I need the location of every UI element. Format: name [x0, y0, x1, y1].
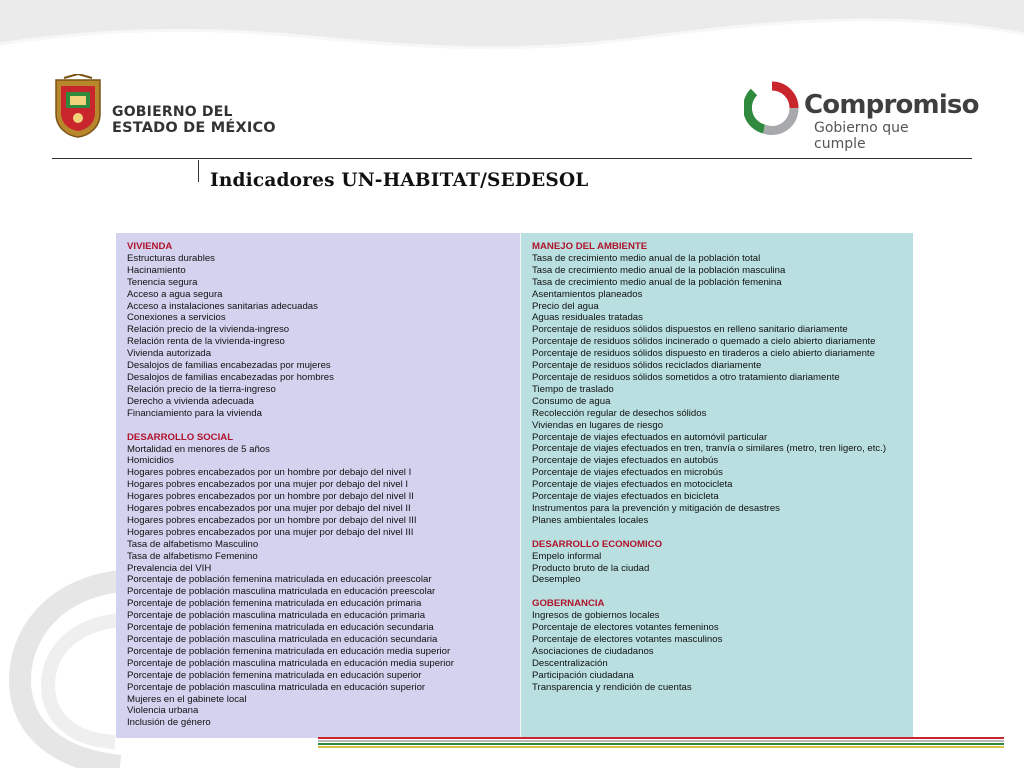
indicator-item: Tenencia segura: [127, 276, 198, 288]
government-name-line2: ESTADO DE MÉXICO: [112, 120, 276, 136]
indicator-item: Porcentaje de población femenina matriculada en educación superior: [127, 669, 422, 681]
indicator-item: Tasa de alfabetismo Masculino: [127, 538, 259, 550]
section-spacer: [127, 420, 520, 432]
compromiso-swirl-icon: [744, 80, 800, 136]
section-heading-manejo-del-ambiente: MANEJO DEL AMBIENTE: [532, 241, 648, 252]
indicator-item: Porcentaje de viajes efectuados en motocicleta: [532, 479, 733, 491]
indicator-item: Participación ciudadana: [532, 669, 634, 681]
right-indicators-panel: [520, 233, 913, 738]
section-spacer: [532, 527, 913, 539]
indicator-item: Viviendas en lugares de riesgo: [532, 419, 664, 431]
state-seal-icon: [50, 74, 106, 138]
indicator-item: Porcentaje de viajes efectuados en bicicleta: [532, 491, 719, 503]
section-heading-vivienda: VIVIENDA: [127, 241, 173, 252]
indicator-item: Hacinamiento: [127, 264, 186, 276]
indicator-item: Tasa de crecimiento medio anual de la población masculina: [532, 264, 786, 276]
indicator-item: Relación precio de la tierra-ingreso: [127, 383, 276, 395]
indicator-item: Acceso a instalaciones sanitarias adecuadas: [127, 300, 318, 312]
indicator-item: Precio del agua: [532, 300, 599, 312]
indicator-item: Hogares pobres encabezados por un hombre por debajo del nivel III: [127, 514, 417, 526]
indicator-item: Porcentaje de residuos sólidos sometidos a otro tratamiento diariamente: [532, 371, 840, 383]
indicator-item: Desempleo: [532, 574, 581, 586]
indicator-item: Homicidios: [127, 455, 174, 467]
indicator-item: Porcentaje de población masculina matriculada en educación primaria: [127, 610, 426, 622]
indicator-item: Tasa de crecimiento medio anual de la población total: [532, 252, 761, 264]
indicator-item: Desalojos de familias encabezadas por mujeres: [127, 360, 331, 372]
compromiso-title: Compromiso: [804, 90, 979, 120]
indicator-item: Porcentaje de viajes efectuados en microbús: [532, 467, 723, 479]
indicator-item: Porcentaje de viajes efectuados en autobús: [532, 455, 719, 467]
indicator-item: Porcentaje de población masculina matriculada en educación preescolar: [127, 586, 436, 598]
indicator-item: Relación renta de la vivienda-ingreso: [127, 336, 285, 348]
page-title: Indicadores UN-HABITAT/SEDESOL: [210, 170, 589, 191]
section-heading-gobernancia: GOBERNANCIA: [532, 598, 605, 610]
section-spacer: [532, 586, 913, 598]
indicator-item: Mujeres en el gabinete local: [127, 693, 247, 705]
indicator-item: Prevalencia del VIH: [127, 562, 212, 574]
bottom-stripes-decoration: [318, 737, 1004, 749]
indicator-item: Mortalidad en menores de 5 años: [127, 443, 270, 455]
indicator-item: Hogares pobres encabezados por una mujer por debajo del nivel II: [127, 503, 411, 515]
indicator-item: Empelo informal: [532, 550, 602, 562]
header-divider: [52, 158, 972, 159]
indicator-item: Desalojos de familias encabezadas por hombres: [127, 371, 334, 383]
section-heading-desarrollo-social: DESARROLLO SOCIAL: [127, 431, 234, 443]
indicator-item: Porcentaje de población femenina matriculada en educación media superior: [127, 645, 451, 657]
compromiso-subtitle: Gobierno que cumple: [814, 120, 909, 152]
indicator-item: Violencia urbana: [127, 705, 199, 717]
gobierno-estado-mexico-logo: [50, 74, 280, 140]
section-heading-desarrollo-economico: DESARROLLO ECONOMICO: [532, 538, 663, 550]
indicator-item: Porcentaje de residuos sólidos dispuestos en relleno sanitario diariamente: [532, 324, 848, 336]
indicator-item: Producto bruto de la ciudad: [532, 562, 650, 574]
government-name-line1: GOBIERNO DEL: [112, 104, 233, 120]
indicator-item: Descentralización: [532, 657, 608, 669]
indicator-item: Asociaciones de ciudadanos: [532, 646, 654, 657]
indicator-item: Transparencia y rendición de cuentas: [532, 681, 692, 693]
indicator-item: Recolección regular de desechos sólidos: [532, 407, 707, 419]
indicator-item: Porcentaje de población femenina matriculada en educación primaria: [127, 598, 422, 610]
title-tick-divider: [198, 160, 199, 182]
indicator-item: Planes ambientales locales: [532, 514, 649, 526]
indicator-item: Hogares pobres encabezados por una mujer por debajo del nivel I: [127, 479, 409, 491]
indicator-item: Relación precio de la vivienda-ingreso: [127, 324, 290, 336]
indicator-item: Instrumentos para la prevención y mitigación de desastres: [532, 502, 780, 514]
indicator-item: Porcentaje de residuos sólidos incinerado o quemado a cielo abierto diariamente: [532, 336, 876, 348]
indicator-item: Porcentaje de electores votantes masculinos: [532, 634, 723, 646]
indicator-item: Porcentaje de población femenina matriculada en educación secundaria: [127, 622, 434, 634]
indicator-item: Porcentaje de electores votantes femeninos: [532, 622, 719, 634]
indicator-item: Hogares pobres encabezados por un hombre por debajo del nivel II: [127, 491, 414, 503]
indicator-item: Aguas residuales tratadas: [532, 312, 643, 324]
indicator-item: Tasa de alfabetismo Femenino: [127, 550, 258, 562]
indicator-item: Porcentaje de residuos sólidos reciclados diariamente: [532, 360, 762, 372]
top-wave-decoration: [0, 0, 1024, 70]
indicator-item: Porcentaje de viajes efectuados en automóvil particular: [532, 431, 768, 443]
indicator-item: Conexiones a servicios: [127, 312, 226, 324]
left-indicators-panel: [116, 233, 520, 738]
indicator-item: Porcentaje de población femenina matriculada en educación preescolar: [127, 574, 432, 586]
indicator-item: Porcentaje de viajes efectuados en tren, tranvía o similares (metro, tren ligero, etc.): [532, 443, 887, 455]
indicator-item: Vivienda autorizada: [127, 348, 212, 360]
indicator-item: Porcentaje de población masculina matriculada en educación media superior: [127, 657, 454, 669]
indicator-item: Hogares pobres encabezados por un hombre por debajo del nivel I: [127, 467, 412, 479]
compromiso-logo: [744, 80, 979, 152]
indicator-item: Consumo de agua: [532, 395, 611, 407]
indicator-item: Ingresos de gobiernos locales: [532, 610, 660, 622]
indicator-item: Acceso a agua segura: [127, 288, 223, 300]
indicator-item: Porcentaje de población masculina matriculada en educación superior: [127, 681, 426, 693]
indicator-item: Porcentaje de residuos sólidos dispuesto en tiraderos a cielo abierto diariamente: [532, 348, 875, 360]
indicator-item: Financiamiento para la vivienda: [127, 407, 262, 419]
indicator-item: Tasa de crecimiento medio anual de la población femenina: [532, 276, 782, 288]
indicator-item: Tiempo de traslado: [532, 383, 614, 395]
indicator-item: Derecho a vivienda adecuada: [127, 395, 254, 407]
indicator-item: Estructuras durables: [127, 252, 215, 264]
indicator-item: Asentamientos planeados: [532, 288, 643, 300]
indicator-item: Hogares pobres encabezados por una mujer por debajo del nivel III: [127, 526, 414, 538]
indicator-item: Inclusión de género: [127, 717, 211, 729]
indicator-item: Porcentaje de población masculina matriculada en educación secundaria: [127, 634, 438, 645]
